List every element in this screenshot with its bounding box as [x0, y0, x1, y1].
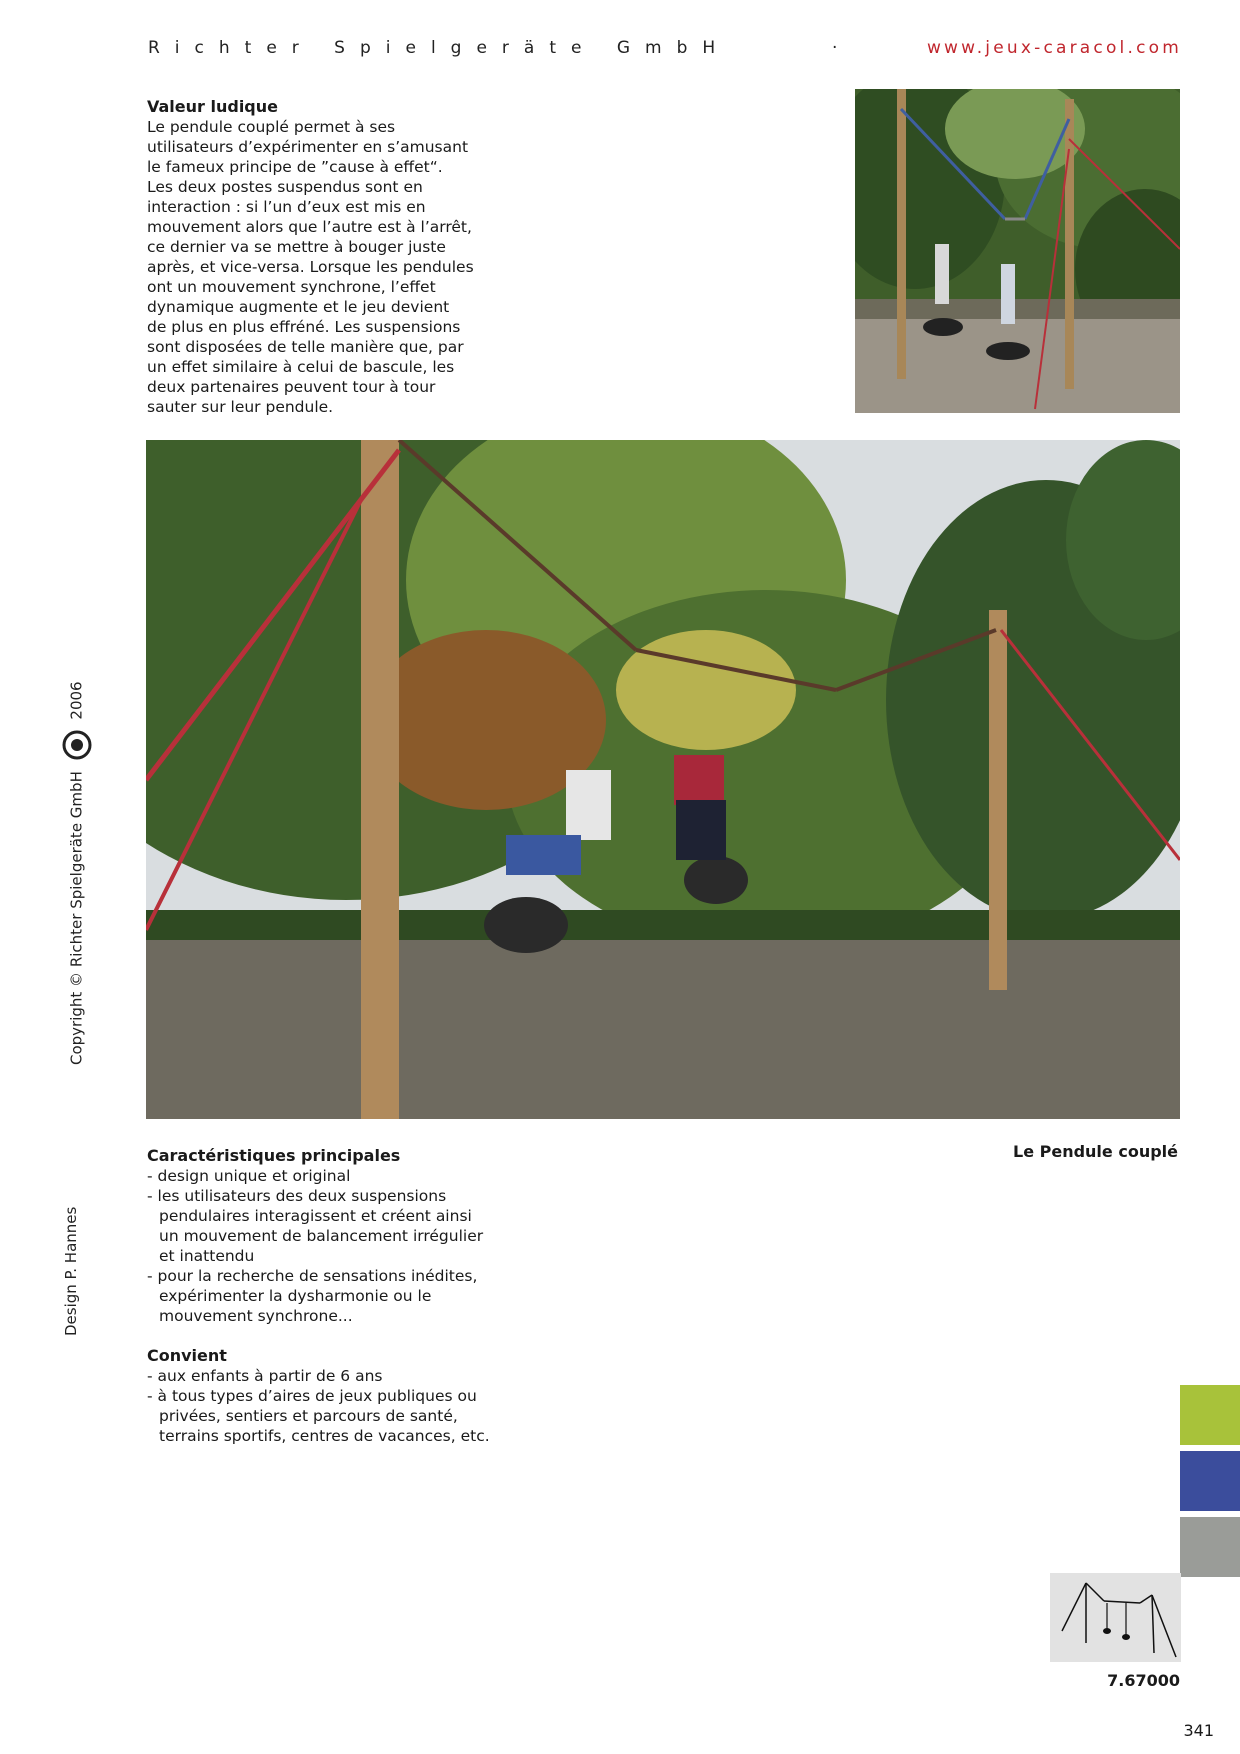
valeur-line: le fameux principe de ”cause à effet“. — [147, 158, 443, 176]
caracteristiques-title: Caractéristiques principales — [147, 1146, 401, 1165]
valeur-line: deux partenaires peuvent tour à tour — [147, 378, 436, 396]
tab-gray — [1180, 1517, 1240, 1577]
design-credit: Design P. Hannes — [62, 1206, 80, 1336]
main-photo-pendulum — [146, 440, 1180, 1119]
convient-section — [147, 1346, 492, 1446]
valeur-line: Le pendule couplé permet à ses — [147, 118, 396, 136]
product-diagram-icon — [1050, 1573, 1181, 1662]
valeur-line: de plus en plus effréné. Les suspensions — [147, 318, 461, 336]
list-item: - aux enfants à partir de 6 ans — [147, 1367, 383, 1385]
valeur-line: ce dernier va se mettre à bouger juste — [147, 238, 446, 256]
valeur-line: sauter sur leur pendule. — [147, 398, 334, 416]
valeur-line: mouvement alors que l’autre est à l’arrêt, — [147, 218, 472, 236]
header-separator: · — [832, 38, 838, 58]
header-url-link[interactable]: www.jeux-caracol.com — [926, 38, 1182, 58]
tuev-seal-icon — [62, 730, 92, 760]
copyright-text: Copyright © Richter Spielgeräte GmbH — [67, 771, 86, 1065]
valeur-line: après, et vice-versa. Lorsque les pendules — [147, 258, 474, 276]
header-company: Richter Spielgeräte GmbH — [148, 38, 731, 58]
list-item: - à tous types d’aires de jeux publiques ou privées, sentiers et parcours de santé, terrains sportifs, centres de vacances, etc. — [147, 1387, 490, 1445]
valeur-line: ont un mouvement synchrone, l’effet — [147, 278, 436, 296]
tab-blue — [1180, 1451, 1240, 1511]
list-item: - pour la recherche de sensations inédites, expérimenter la dysharmonie ou le mouvement synchrone... — [147, 1267, 478, 1325]
caracteristiques-list — [147, 1166, 487, 1326]
valeur-line: sont disposées de telle manière que, par — [147, 338, 464, 356]
caracteristiques-section — [147, 1146, 487, 1326]
valeur-line: utilisateurs d’expérimenter en s’amusant — [147, 138, 469, 156]
small-photo-pendulum — [855, 89, 1180, 413]
page-number: 341 — [1183, 1721, 1214, 1740]
tab-green — [1180, 1385, 1240, 1445]
valeur-ludique-section — [147, 97, 507, 417]
list-item: - les utilisateurs des deux suspensions pendulaires interagissent et créent ainsi un mouvement de balancement irrégulier et inattendu — [147, 1187, 484, 1265]
product-name: Le Pendule couplé — [1013, 1142, 1178, 1161]
valeur-line: un effet similaire à celui de bascule, les — [147, 358, 455, 376]
list-item: - design unique et original — [147, 1167, 351, 1185]
copyright-year: 2006 — [67, 681, 86, 720]
convient-title: Convient — [147, 1346, 227, 1365]
valeur-line: interaction : si l’un d’eux est mis en — [147, 198, 426, 216]
convient-list — [147, 1366, 492, 1446]
valeur-line: Les deux postes suspendus sont en — [147, 178, 423, 196]
product-number: 7.67000 — [1107, 1671, 1180, 1690]
copyright-vertical — [62, 681, 92, 1065]
valeur-ludique-title: Valeur ludique — [147, 97, 278, 116]
valeur-line: dynamique augmente et le jeu devient — [147, 298, 450, 316]
